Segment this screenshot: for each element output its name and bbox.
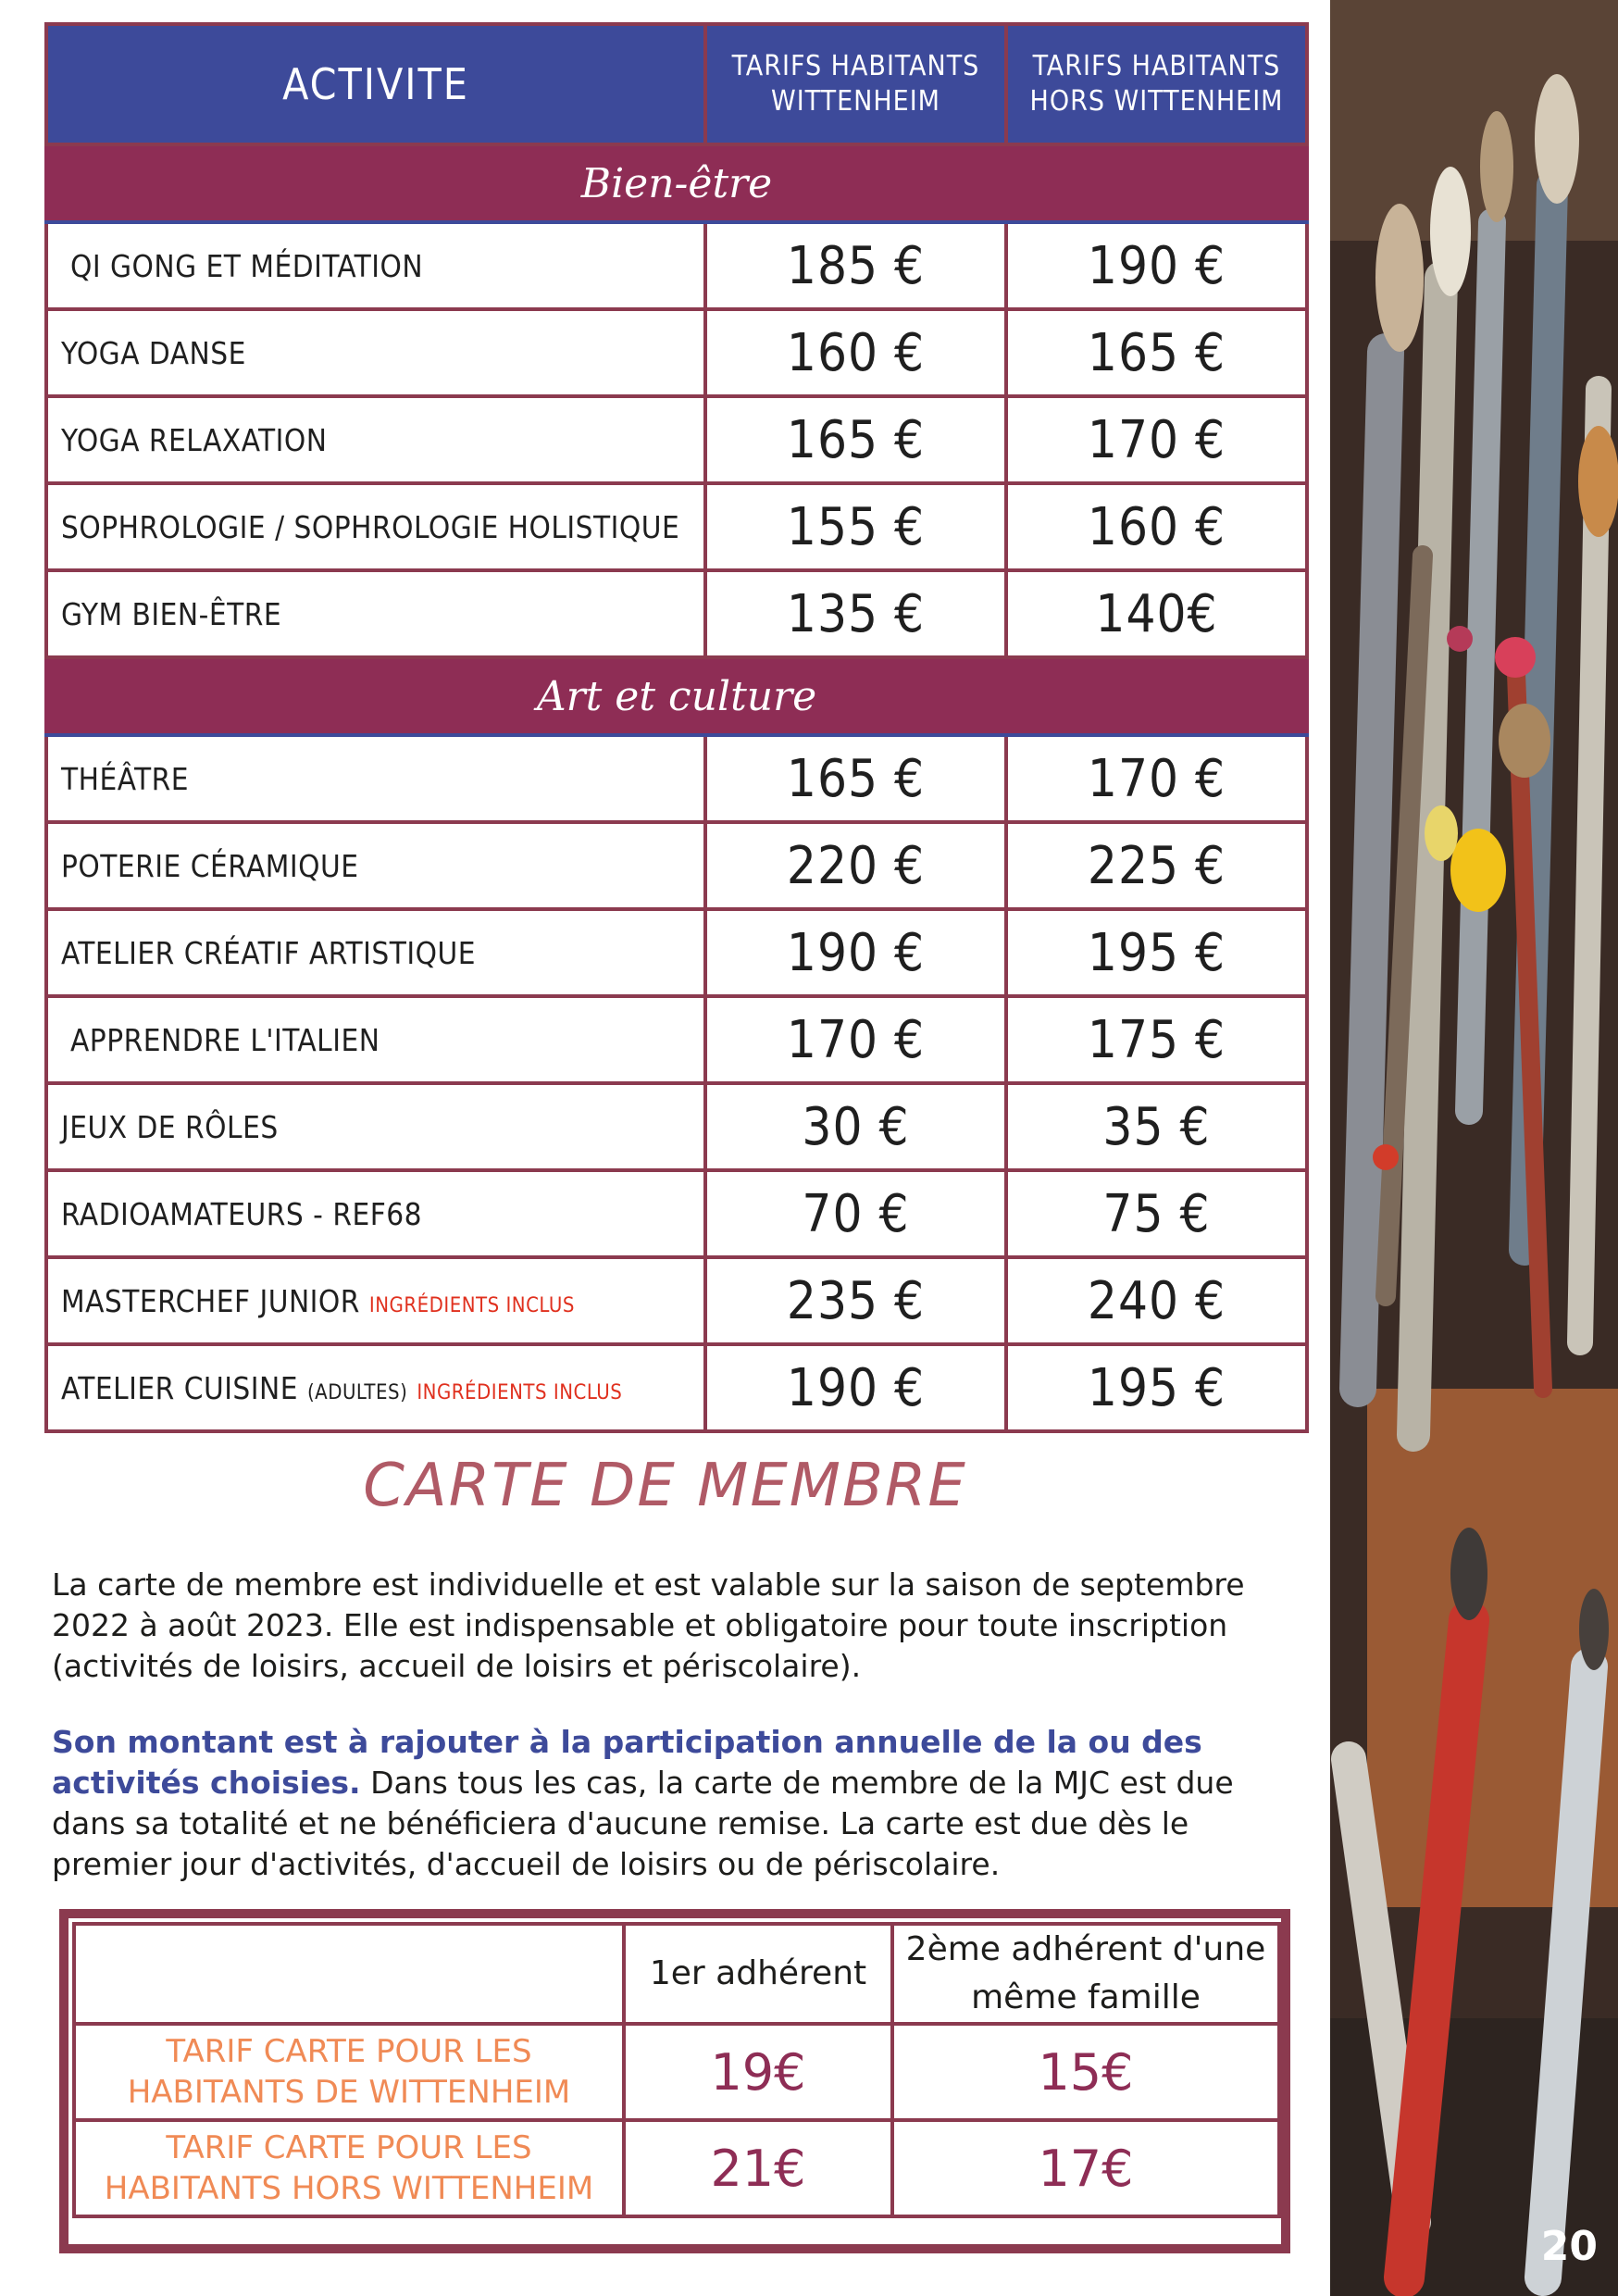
carte-paragraph-2 [52,1722,1307,1885]
carte-title: CARTE DE MEMBRE [363,1452,967,1520]
table-row [46,1344,1307,1431]
card-table [72,1922,1281,2218]
price-wittenheim: 135 € [705,570,1006,657]
section-title: Art et culture [46,657,1307,735]
table-row [46,822,1307,909]
price-hors-wittenheim: 240 € [1006,1257,1307,1344]
card-price-first: 19€ [624,2024,892,2120]
table-row [46,909,1307,996]
activity-name: GYM BIEN-ÊTRE [46,570,705,657]
carte-paragraph-1: La carte de membre est individuelle et est valable sur la saison de septembre 2022 à août 2023. Elle est indispensable et obligatoire pour toute inscription (activités de loisirs, accueil de loisirs et périscolaire). [52,1566,1245,1684]
price-hors-wittenheim: 225 € [1006,822,1307,909]
paintbrushes-photo [1330,0,1618,2296]
price-hors-wittenheim: 140€ [1006,570,1307,657]
activity-name [46,1344,705,1431]
table-row [46,222,1307,309]
table-row [46,1257,1307,1344]
section-title: Bien-être [46,144,1307,222]
ingredients-note: INGRÉDIENTS INCLUS [417,1380,623,1404]
price-wittenheim: 155 € [705,483,1006,570]
activity-name: ATELIER CRÉATIF ARTISTIQUE [46,909,705,996]
activity-label: ATELIER CUISINE [61,1369,298,1406]
price-wittenheim: 165 € [705,396,1006,483]
price-hors-wittenheim: 170 € [1006,396,1307,483]
carte-lead-text: Son montant est à rajouter à la participation annuelle de la ou des activités choisies. [52,1724,1202,1801]
activity-name: APPRENDRE L'ITALIEN [46,996,705,1083]
activity-name: JEUX DE RÔLES [46,1083,705,1170]
activity-label: MASTERCHEF JUNIOR [61,1282,360,1319]
card-price-second: 17€ [892,2120,1279,2216]
price-table-header [46,24,1307,144]
price-hors-wittenheim: 160 € [1006,483,1307,570]
table-row [46,996,1307,1083]
header-activity: ACTIVITE [46,24,705,144]
card-row-label: TARIF CARTE POUR LES HABITANTS DE WITTENHEIM [74,2024,624,2120]
card-header-second: 2ème adhérent d'une même famille [892,1924,1279,2024]
table-row [46,396,1307,483]
audience-note: (ADULTES) [306,1380,408,1404]
price-wittenheim: 160 € [705,309,1006,396]
card-price-first: 21€ [624,2120,892,2216]
price-hors-wittenheim: 165 € [1006,309,1307,396]
section-bien-etre [46,144,1307,222]
table-row [46,1083,1307,1170]
card-header-empty [74,1924,624,2024]
card-header-first: 1er adhérent [624,1924,892,2024]
price-wittenheim: 165 € [705,735,1006,822]
carte-body-text: Dans tous les cas, la carte de membre de la MJC est due dans sa totalité et ne bénéficiera d'aucune remise. La carte est due dès le premier jour d'activités, d'accueil de loisirs ou de périscolaire. [52,1765,1234,1882]
paintbrushes-illustration [1330,0,1618,2296]
header-tarif-wittenheim: TARIFS HABITANTS WITTENHEIM [705,24,1006,144]
table-row [46,483,1307,570]
card-row-label: TARIF CARTE POUR LES HABITANTS HORS WITTENHEIM [74,2120,624,2216]
page-number: 20 [1540,2223,1598,2270]
activity-name: THÉÂTRE [46,735,705,822]
price-wittenheim: 185 € [705,222,1006,309]
price-wittenheim: 235 € [705,1257,1006,1344]
price-table [44,22,1309,1433]
activity-name: YOGA DANSE [46,309,705,396]
price-hors-wittenheim: 35 € [1006,1083,1307,1170]
price-wittenheim: 190 € [705,909,1006,996]
price-wittenheim: 190 € [705,1344,1006,1431]
card-table-header [74,1924,1279,2024]
activity-name: POTERIE CÉRAMIQUE [46,822,705,909]
activity-name: RADIOAMATEURS - REF68 [46,1170,705,1257]
activity-name [46,1257,705,1344]
price-hors-wittenheim: 195 € [1006,909,1307,996]
price-wittenheim: 220 € [705,822,1006,909]
price-hors-wittenheim: 75 € [1006,1170,1307,1257]
table-row [46,1170,1307,1257]
price-hors-wittenheim: 195 € [1006,1344,1307,1431]
price-wittenheim: 70 € [705,1170,1006,1257]
card-price-second: 15€ [892,2024,1279,2120]
price-hors-wittenheim: 170 € [1006,735,1307,822]
table-row [46,570,1307,657]
section-art-et-culture [46,657,1307,735]
price-hors-wittenheim: 190 € [1006,222,1307,309]
table-row [46,309,1307,396]
activity-name: SOPHROLOGIE / SOPHROLOGIE HOLISTIQUE [46,483,705,570]
activity-name: QI GONG ET MÉDITATION [46,222,705,309]
ingredients-note: INGRÉDIENTS INCLUS [368,1293,575,1317]
table-row [46,735,1307,822]
price-hors-wittenheim: 175 € [1006,996,1307,1083]
price-wittenheim: 170 € [705,996,1006,1083]
price-wittenheim: 30 € [705,1083,1006,1170]
table-row [74,2120,1279,2216]
table-row [74,2024,1279,2120]
activity-name: YOGA RELAXATION [46,396,705,483]
header-tarif-hors-wittenheim: TARIFS HABITANTS HORS WITTENHEIM [1006,24,1307,144]
